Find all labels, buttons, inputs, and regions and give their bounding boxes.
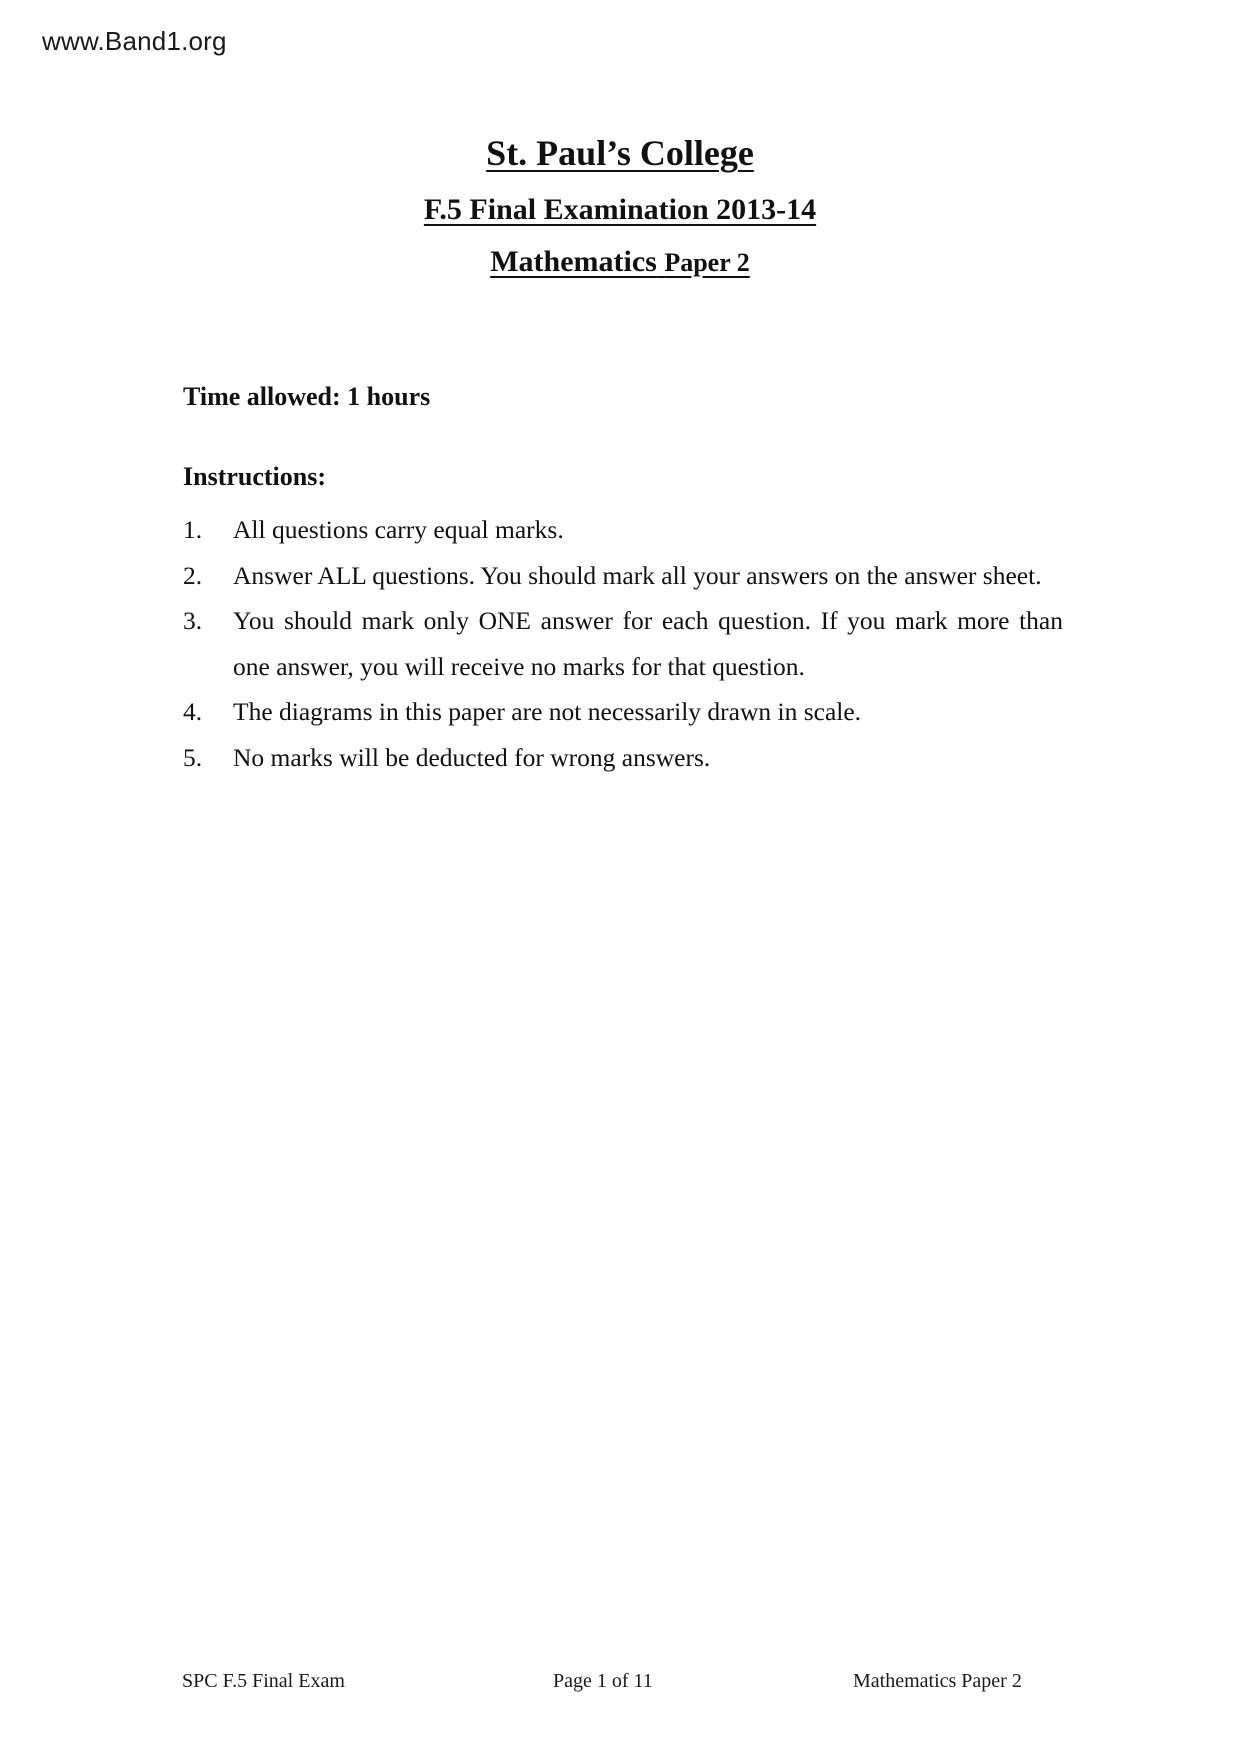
subject-main: Mathematics	[490, 245, 657, 278]
school-title: St. Paul’s College	[486, 133, 754, 173]
footer-page-number: Page 1 of 11	[553, 1670, 653, 1692]
instructions-list	[183, 507, 1063, 780]
subject-paper: Paper 2	[664, 248, 750, 277]
instruction-item	[183, 735, 1063, 781]
instruction-item	[183, 553, 1063, 599]
watermark-url: www.Band1.org	[42, 26, 227, 56]
time-allowed: Time allowed: 1 hours	[183, 382, 431, 411]
subject-title	[0, 245, 1240, 279]
footer-paper-name: Mathematics Paper 2	[853, 1670, 1022, 1692]
instruction-number: 3.	[183, 606, 203, 635]
instruction-text: The diagrams in this paper are not necessarily drawn in scale.	[233, 697, 862, 726]
instruction-text: All questions carry equal marks.	[233, 515, 564, 544]
instructions-heading: Instructions:	[183, 462, 327, 491]
instruction-number: 4.	[183, 697, 203, 726]
instruction-text: Answer ALL questions. You should mark all your answers on the answer sheet.	[233, 560, 1042, 590]
exam-title: F.5 Final Examination 2013-14	[423, 193, 817, 226]
instruction-number: 2.	[183, 560, 203, 590]
instruction-number: 1.	[183, 515, 203, 544]
footer-exam-name: SPC F.5 Final Exam	[182, 1670, 345, 1692]
instruction-number: 5.	[183, 742, 203, 772]
instruction-text: No marks will be deducted for wrong answers.	[233, 742, 711, 772]
instruction-item	[183, 507, 1063, 553]
instruction-text: You should mark only ONE answer for each question. If you mark more than one answer, you will receive no marks for that question.	[233, 606, 1063, 681]
instruction-item	[183, 598, 1063, 689]
instruction-item	[183, 689, 1063, 735]
